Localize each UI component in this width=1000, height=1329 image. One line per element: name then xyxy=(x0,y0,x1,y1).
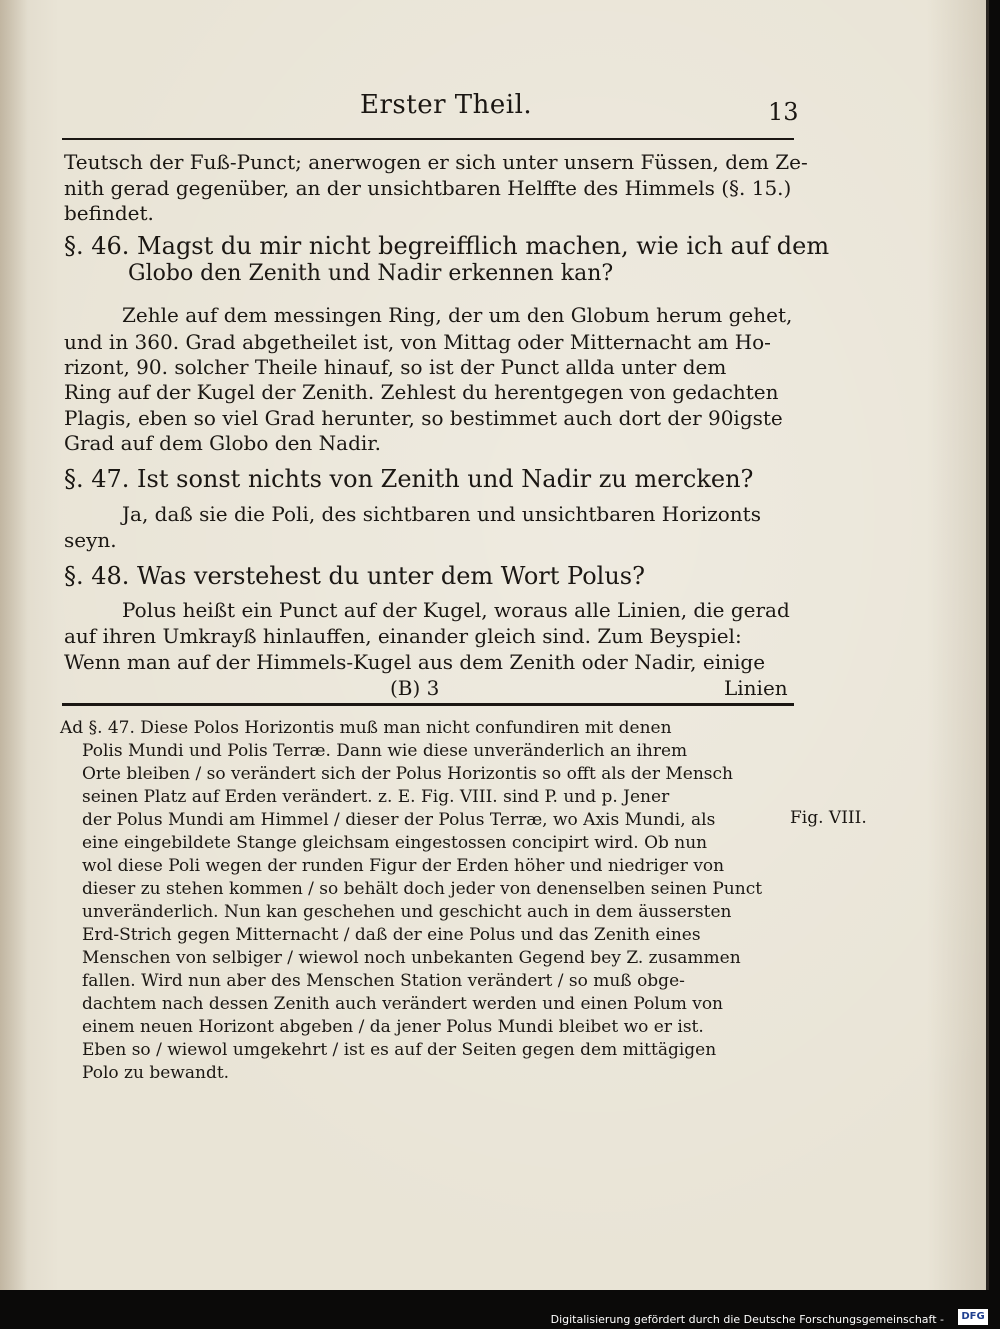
running-title: Erster Theil. xyxy=(360,90,533,120)
answer-46-line: und in 360. Grad abgetheilet ist, von Mittag oder Mitternacht am Ho- xyxy=(64,330,771,354)
footnote-line: Polis Mundi und Polis Terræ. Dann wie diese unveränderlich an ihrem xyxy=(82,741,688,761)
body-line: Teutsch der Fuß-Punct; anerwogen er sich unter unsern Füssen, dem Ze- xyxy=(64,150,808,174)
question-48: §. 48. Was verstehest du unter dem Wort Polus? xyxy=(64,562,645,590)
answer-46-line: Zehle auf dem messingen Ring, der um den Globum herum gehet, xyxy=(122,303,793,327)
page-gutter-shadow xyxy=(0,0,28,1290)
answer-46-line: Plagis, eben so viel Grad herunter, so bestimmet auch dort der 90igste xyxy=(64,406,783,430)
question-46-line-2: Globo den Zenith und Nadir erkennen kan? xyxy=(128,261,614,286)
answer-48-line: Polus heißt ein Punct auf der Kugel, woraus alle Linien, die gerad xyxy=(122,598,790,622)
footnote-line: dachtem nach dessen Zenith auch verändert werden und einen Polum von xyxy=(82,994,724,1014)
margin-figure-reference: Fig. VIII. xyxy=(790,808,867,828)
footnote-rule xyxy=(62,703,794,706)
dfg-logo: DFG xyxy=(958,1309,988,1325)
footnote-line: der Polus Mundi am Himmel / dieser der Polus Terræ, wo Axis Mundi, als xyxy=(82,810,716,830)
answer-48-line: Wenn man auf der Himmels-Kugel aus dem Zenith oder Nadir, einige xyxy=(64,650,766,674)
footnote-line: fallen. Wird nun aber des Menschen Station verändert / so muß obge- xyxy=(82,971,685,991)
page-number: 13 xyxy=(768,98,799,126)
footnote-line: unveränderlich. Nun kan geschehen und geschicht auch in dem äussersten xyxy=(82,902,732,922)
question-46-line-1: §. 46. Magst du mir nicht begreifflich machen, wie ich auf dem xyxy=(64,232,830,260)
answer-46-line: Ring auf der Kugel der Zenith. Zehlest du herentgegen von gedachten xyxy=(64,380,779,404)
body-line: befindet. xyxy=(64,201,154,225)
answer-46-line: Grad auf dem Globo den Nadir. xyxy=(64,431,381,455)
question-47: §. 47. Ist sonst nichts von Zenith und Nadir zu mercken? xyxy=(64,465,754,493)
footnote-line: Ad §. 47. Diese Polos Horizontis muß man nicht confundiren mit denen xyxy=(60,718,672,738)
footnote-line: einem neuen Horizont abgeben / da jener Polus Mundi bleibet wo er ist. xyxy=(82,1017,704,1037)
footnote-line: dieser zu stehen kommen / so behält doch jeder von denenselben seinen Punct xyxy=(82,879,763,899)
answer-48-line: auf ihren Umkrayß hinlauffen, einander gleich sind. Zum Beyspiel: xyxy=(64,624,742,648)
footnote-line: Orte bleiben / so verändert sich der Polus Horizontis so offt als der Mensch xyxy=(82,764,734,784)
answer-47-line: Ja, daß sie die Poli, des sichtbaren und unsichtbaren Horizonts xyxy=(122,502,761,526)
answer-47-line: seyn. xyxy=(64,528,117,552)
footnote-line: Menschen von selbiger / wiewol noch unbekanten Gegend bey Z. zusammen xyxy=(82,948,741,968)
catchword: Linien xyxy=(724,676,788,700)
funding-credit: Digitalisierung gefördert durch die Deutsche Forschungsgemeinschaft - xyxy=(550,1313,944,1326)
footnote-line: Eben so / wiewol umgekehrt / ist es auf der Seiten gegen dem mittägigen xyxy=(82,1040,717,1060)
body-line: nith gerad gegenüber, an der unsichtbaren Helffte des Himmels (§. 15.) xyxy=(64,176,792,200)
footnote-line: Polo zu bewandt. xyxy=(82,1063,230,1083)
footnote-line: wol diese Poli wegen der runden Figur der Erden höher und niedriger von xyxy=(82,856,725,876)
signature-mark: (B) 3 xyxy=(390,676,440,700)
footnote-line: eine eingebildete Stange gleichsam eingestossen concipirt wird. Ob nun xyxy=(82,833,708,853)
footnote-line: Erd-Strich gegen Mitternacht / daß der eine Polus und das Zenith eines xyxy=(82,925,701,945)
answer-46-line: rizont, 90. solcher Theile hinauf, so ist der Punct allda unter dem xyxy=(64,355,727,379)
footnote-line: seinen Platz auf Erden verändert. z. E. Fig. VIII. sind P. und p. Jener xyxy=(82,787,670,807)
header-rule xyxy=(62,138,794,140)
